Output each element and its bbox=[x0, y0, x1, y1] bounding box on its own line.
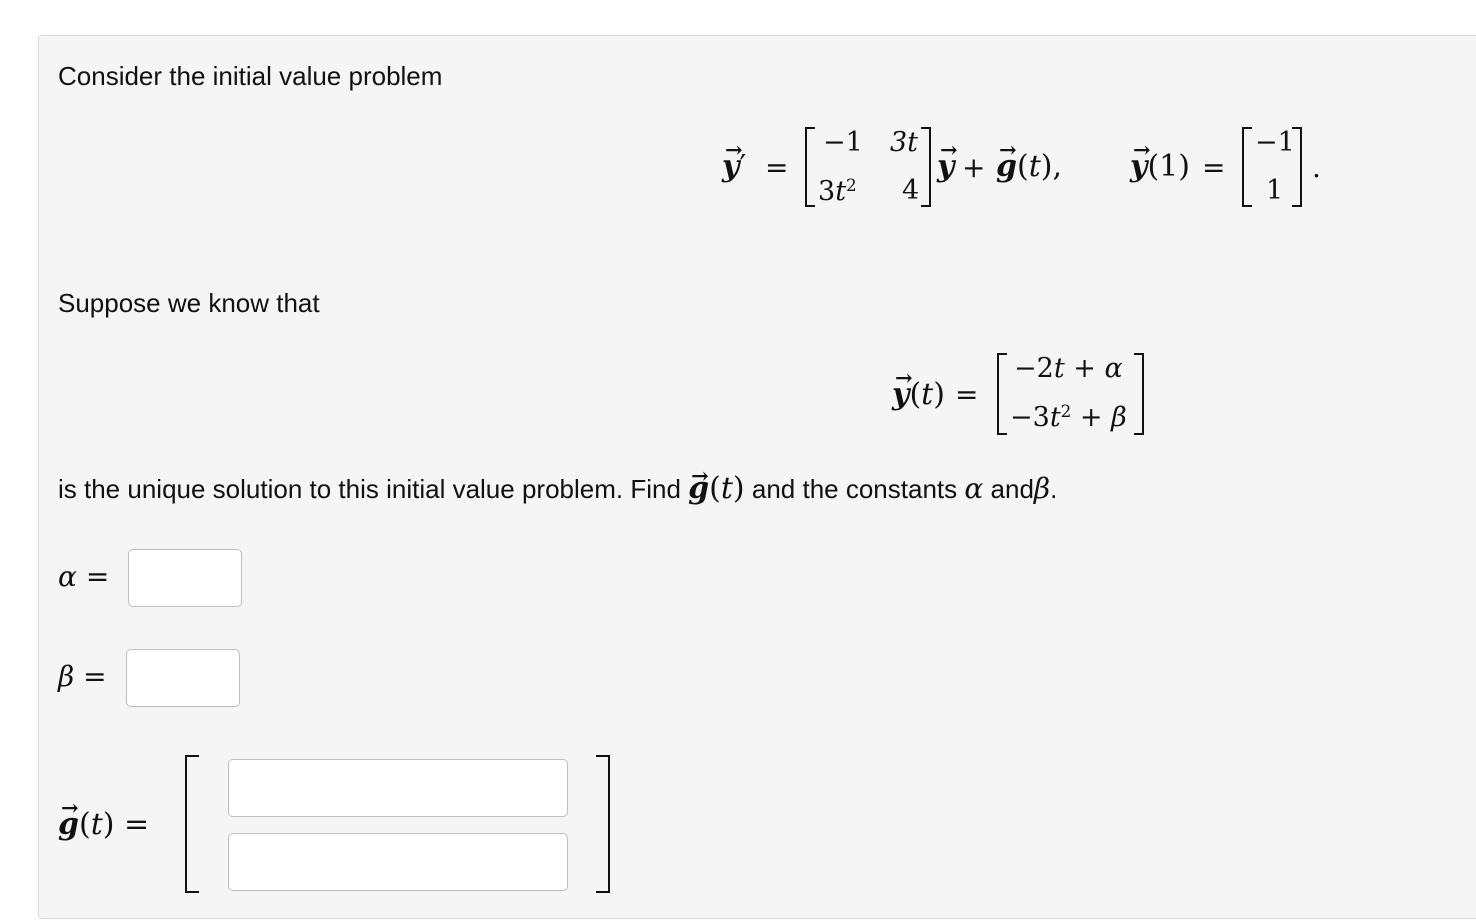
solution-row-1: −2t + α bbox=[1014, 353, 1123, 384]
solution-lhs: → y(t) bbox=[892, 380, 945, 410]
ic-equals: = bbox=[1202, 151, 1226, 184]
solution-left-bracket bbox=[997, 353, 1007, 435]
matrix-entry-21: $3t^2$ bbox=[818, 175, 857, 208]
matrix-left-bracket bbox=[805, 127, 815, 207]
ode-plus: + bbox=[962, 151, 986, 184]
find-end: . bbox=[1050, 474, 1058, 504]
beta-label: β = bbox=[58, 660, 107, 693]
find-prefix: is the unique solution to this initial value problem. Find bbox=[58, 474, 681, 504]
find-g-func: → g(t) bbox=[688, 471, 744, 506]
ic-lhs: → y(1) bbox=[1130, 152, 1190, 182]
matrix-right-bracket bbox=[921, 127, 931, 207]
ic-entry-1: −1 bbox=[1255, 127, 1295, 158]
ode-rhs-g: → g(t), bbox=[996, 152, 1062, 182]
solution-right-bracket bbox=[1134, 353, 1144, 435]
matrix-entry-22: 4 bbox=[902, 175, 920, 206]
find-alpha: α bbox=[964, 472, 984, 505]
alpha-label: α = bbox=[58, 560, 110, 593]
solution-equals: = bbox=[955, 378, 979, 411]
beta-input[interactable] bbox=[126, 649, 240, 707]
ic-period: . bbox=[1312, 151, 1321, 184]
find-middle: and the constants bbox=[751, 474, 958, 504]
ic-entry-2: 1 bbox=[1266, 175, 1284, 206]
find-sentence bbox=[58, 471, 1058, 506]
g-left-bracket bbox=[185, 755, 199, 893]
alpha-input[interactable] bbox=[128, 549, 242, 607]
solution-row-2: $-3t^2 + \beta$ bbox=[1010, 401, 1127, 434]
find-and: and bbox=[990, 474, 1034, 504]
g-input-row-2[interactable] bbox=[228, 833, 568, 891]
ic-right-bracket bbox=[1292, 127, 1302, 207]
ode-rhs-y: → y bbox=[937, 152, 954, 182]
ode-equals: = bbox=[765, 151, 789, 184]
g-label: → g(t) = bbox=[58, 810, 149, 840]
g-right-bracket bbox=[596, 755, 610, 893]
ic-left-bracket bbox=[1242, 127, 1252, 207]
intro-text: Consider the initial value problem bbox=[58, 61, 443, 91]
matrix-entry-11: −1 bbox=[823, 127, 863, 158]
matrix-entry-12: 3t bbox=[890, 127, 919, 158]
g-input-row-1[interactable] bbox=[228, 759, 568, 817]
ode-lhs: → y′ bbox=[722, 152, 746, 182]
find-beta: β bbox=[1033, 472, 1051, 505]
suppose-text: Suppose we know that bbox=[58, 288, 320, 318]
